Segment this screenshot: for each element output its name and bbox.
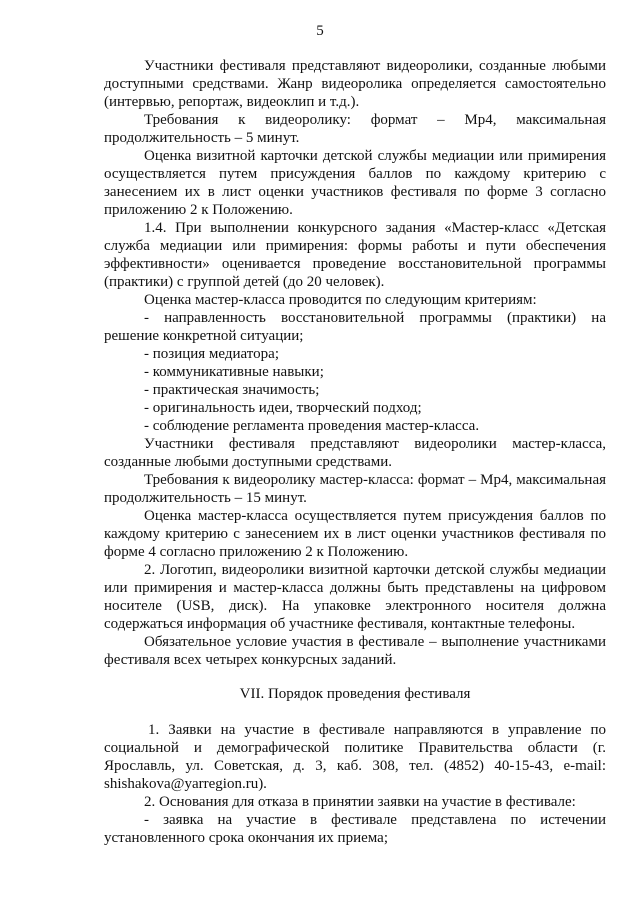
section-heading: VII. Порядок проведения фестиваля	[239, 686, 471, 702]
paragraph: Участники фестиваля представляют видеоролики, созданные любыми доступными средствами. Жанр видеоролика определяется самостоятельно (интервью, репортаж, видеоклип и т.д.).	[104, 58, 606, 110]
criteria-item: - позиция медиатора;	[144, 346, 279, 362]
paragraph: 2. Основания для отказа в принятии заявки на участие в фестивале:	[144, 794, 576, 810]
paragraph: Участники фестиваля представляют видеоролики мастер-класса, созданные любыми доступными средствами.	[104, 436, 606, 470]
criteria-item: - оригинальность идеи, творческий подход;	[144, 400, 422, 416]
paragraph: 1. Заявки на участие в фестивале направляются в управление по социальной и демографической политике Правительства области (г. Ярославль, ул. Советская, д. 3, каб. 308, тел. (4852) 40-15-43, e-mail: shishakova@yarregion.ru).	[104, 722, 606, 792]
criteria-item: - коммуникативные навыки;	[144, 364, 324, 380]
paragraph: 1.4. При выполнении конкурсного задания «Мастер-класс «Детская служба медиации или примирения: формы работы и пути обеспечения эффективности» оценивается проведение восстановительной программы (практики) с группой детей (до 20 человек).	[104, 220, 606, 290]
paragraph: - заявка на участие в фестивале представлена по истечении установленного срока окончания их приема;	[104, 812, 606, 846]
paragraph: Оценка мастер-класса проводится по следующим критериям:	[144, 292, 537, 308]
document-body	[104, 57, 606, 847]
paragraph: Оценка мастер-класса осуществляется путем присуждения баллов по каждому критерию с занесением их в лист оценки участников фестиваля по форме 4 согласно приложению 2 к Положению.	[104, 508, 606, 560]
criteria-item: - направленность восстановительной программы (практики) на решение конкретной ситуации;	[104, 310, 606, 344]
page-number: 5	[316, 23, 324, 39]
paragraph: Требования к видеоролику: формат – Мр4, максимальная продолжительность – 5 минут.	[104, 112, 606, 146]
paragraph: 2. Логотип, видеоролики визитной карточки детской службы медиации или примирения и мастер-класса должны быть представлены на цифровом носителе (USB, диск). На упаковке электронного носителя должна содержаться информация об участнике фестиваля, контактные телефоны.	[104, 562, 606, 632]
criteria-item: - соблюдение регламента проведения мастер-класса.	[144, 418, 480, 434]
paragraph: Требования к видеоролику мастер-класса: формат – Мр4, максимальная продолжительность – 15 минут.	[104, 472, 606, 506]
criteria-item: - практическая значимость;	[144, 382, 320, 398]
paragraph: Оценка визитной карточки детской службы медиации или примирения осуществляется путем присуждения баллов по каждому критерию с занесением их в лист оценки участников фестиваля по форме 3 согласно приложению 2 к Положению.	[104, 148, 606, 218]
paragraph: Обязательное условие участия в фестивале – выполнение участниками фестиваля всех четырех конкурсных заданий.	[104, 634, 606, 668]
